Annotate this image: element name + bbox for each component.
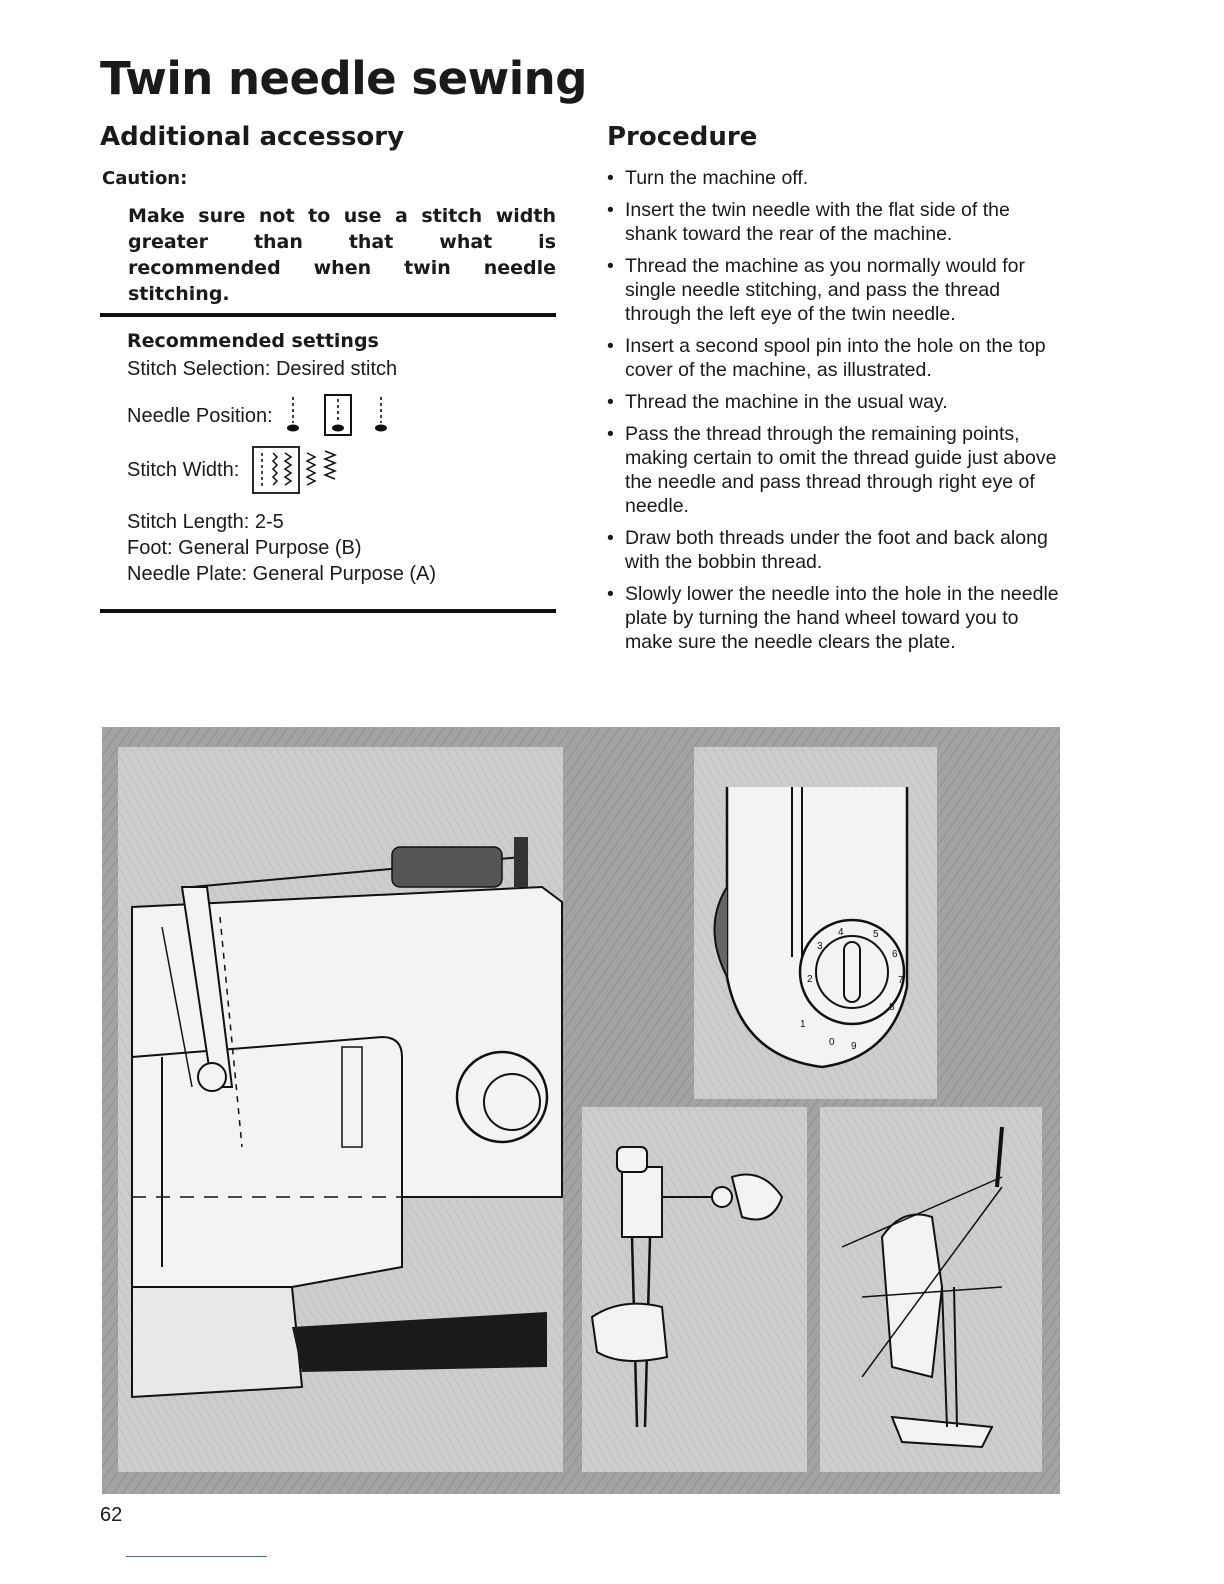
needle-plate-setting: Needle Plate: General Purpose (A)	[127, 563, 437, 585]
list-item: • Thread the machine in the usual way.	[607, 390, 1067, 414]
stitch-dial-panel	[694, 747, 937, 1099]
list-item: • Turn the machine off.	[607, 166, 1067, 190]
caution-text: Make sure not to use a stitch width greater than that what is recommended when twin needle stitching.	[128, 205, 556, 305]
stitch-selection: Stitch Selection: Desired stitch	[127, 358, 398, 380]
dial-number: 3	[817, 941, 823, 952]
top-divider	[100, 313, 556, 317]
recommended-settings	[127, 330, 547, 587]
footer-rule	[126, 1556, 267, 1557]
accessory-heading: Additional accessory	[100, 122, 405, 152]
dial-number: 9	[851, 1041, 857, 1052]
dial-number: 4	[838, 927, 844, 938]
stitch-width-label: Stitch Width:	[127, 458, 240, 481]
stitch-width-row	[127, 445, 547, 495]
page-title: Twin needle sewing	[100, 52, 587, 105]
right-column	[607, 122, 1067, 662]
dial-number: 6	[892, 949, 898, 960]
bottom-divider	[100, 609, 556, 613]
list-item: • Insert the twin needle with the flat side of the shank toward the rear of the machine.	[607, 198, 1067, 246]
procedure-list	[607, 166, 1067, 654]
stitch-length: Stitch Length: 2-5	[127, 511, 284, 533]
list-item: • Pass the thread through the remaining points, making certain to omit the thread guide just above the needle and pass thread through right eye of needle.	[607, 422, 1067, 518]
dial-number: 0	[829, 1037, 835, 1048]
needle-position-label: Needle Position:	[127, 404, 273, 427]
page-number: 62	[100, 1504, 123, 1526]
twin-needle-illustration	[102, 727, 1060, 1494]
dial-number: 7	[898, 975, 904, 986]
list-item: • Insert a second spool pin into the hole on the top cover of the machine, as illustrated.	[607, 334, 1067, 382]
dial-number: 5	[873, 929, 879, 940]
settings-heading: Recommended settings	[127, 330, 379, 352]
dial-number: 8	[889, 1002, 895, 1013]
dial-number: 2	[807, 974, 813, 985]
list-item: • Thread the machine as you normally would for single needle stitching, and pass the thread through the left eye of the twin needle.	[607, 254, 1067, 326]
caution-label: Caution:	[102, 168, 188, 189]
dial-number: 1	[800, 1019, 806, 1030]
list-item: • Draw both threads under the foot and back along with the bobbin thread.	[607, 526, 1067, 574]
list-item: • Slowly lower the needle into the hole in the needle plate by turning the hand wheel toward you to make sure the needle clears the plate.	[607, 582, 1067, 654]
needle-position-icon	[283, 393, 403, 439]
procedure-heading: Procedure	[607, 122, 758, 152]
left-column	[100, 122, 556, 307]
threading-foot-panel	[820, 1107, 1042, 1472]
foot-setting: Foot: General Purpose (B)	[127, 537, 362, 559]
needle-insertion-panel	[582, 1107, 807, 1472]
stitch-width-icon	[249, 445, 359, 495]
needle-position-row	[127, 393, 547, 439]
sewing-machine-panel	[118, 747, 563, 1472]
